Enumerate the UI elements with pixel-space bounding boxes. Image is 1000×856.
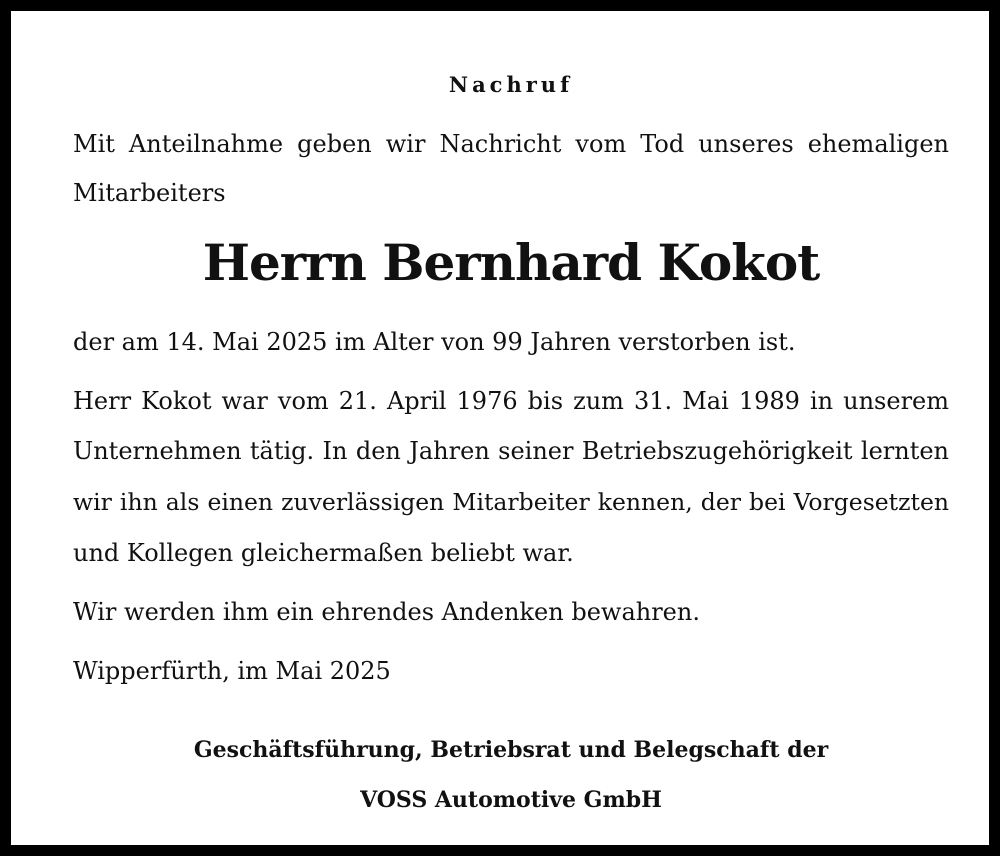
obituary-heading: Nachruf bbox=[448, 72, 574, 97]
signature-line-1: Geschäftsführung, Betriebsrat und Belegschaft der bbox=[193, 737, 829, 763]
career-line-3: wir ihn als einen zuverlässigen Mitarbeiter kennen, der bei Vorgesetzten bbox=[73, 488, 949, 516]
place-date: Wipperfürth, im Mai 2025 bbox=[73, 657, 391, 685]
career-line-1: Herr Kokot war vom 21. April 1976 bis zum 31. Mai 1989 in unserem bbox=[73, 387, 949, 415]
deceased-name: Herrn Bernhard Kokot bbox=[202, 233, 820, 292]
career-line-4: und Kollegen gleichermaßen beliebt war. bbox=[73, 539, 574, 567]
intro-line-1: Mit Anteilnahme geben wir Nachricht vom Tod unseres ehemaligen bbox=[73, 130, 949, 158]
intro-line-2: Mitarbeiters bbox=[73, 179, 226, 207]
signature-line-2: VOSS Automotive GmbH bbox=[360, 787, 662, 813]
death-line: der am 14. Mai 2025 im Alter von 99 Jahren verstorben ist. bbox=[73, 328, 796, 356]
closing-line: Wir werden ihm ein ehrendes Andenken bewahren. bbox=[73, 598, 700, 626]
career-line-2: Unternehmen tätig. In den Jahren seiner Betriebszugehörigkeit lernten bbox=[73, 437, 949, 465]
